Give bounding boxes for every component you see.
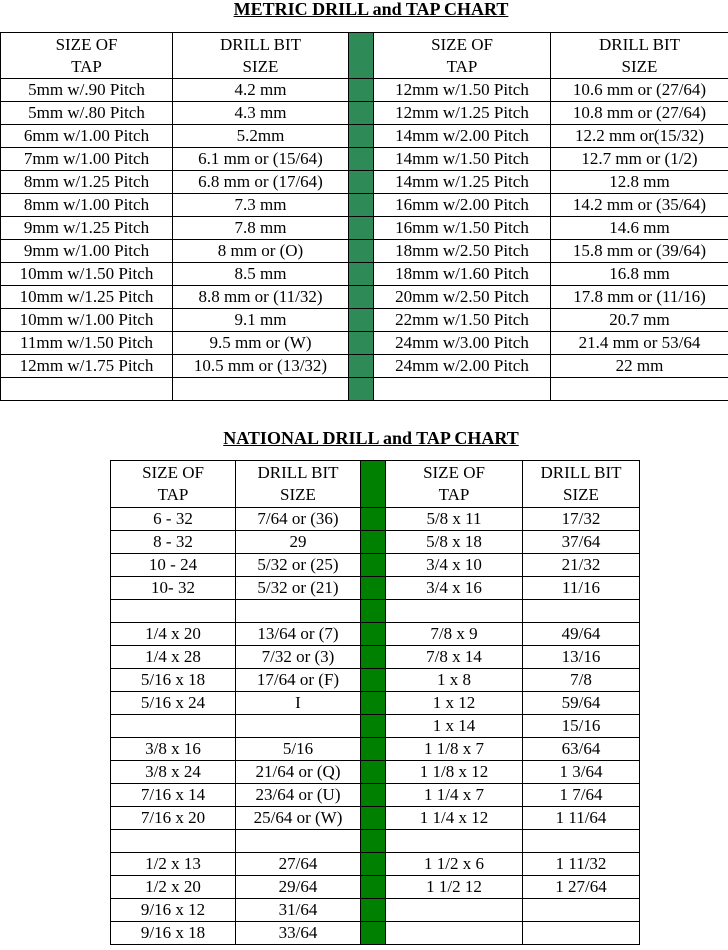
- national-drill-size-cell-2: 11/16: [523, 577, 640, 600]
- national-drill-size-cell-2: [523, 899, 640, 922]
- national-tap-size-cell: 7/16 x 14: [111, 784, 236, 807]
- metric-table-row: [1, 194, 728, 217]
- national-drill-size-cell: 31/64: [236, 899, 361, 922]
- national-green-divider: [361, 853, 386, 876]
- national-drill-size-cell: 23/64 or (U): [236, 784, 361, 807]
- national-tap-size-cell-2: 1 1/2 x 6: [386, 853, 523, 876]
- national-drill-tap-table: [110, 460, 640, 945]
- metric-header-tap-size-2: SIZE OF TAP: [374, 33, 551, 79]
- national-drill-size-cell: 33/64: [236, 922, 361, 945]
- metric-table-row: [1, 309, 728, 332]
- metric-drill-size-cell-2: 20.7 mm: [551, 309, 728, 332]
- metric-table-row: [1, 217, 728, 240]
- national-tap-size-cell: 3/8 x 16: [111, 738, 236, 761]
- national-green-divider: [361, 646, 386, 669]
- national-green-divider: [361, 508, 386, 531]
- national-drill-size-cell: 5/32 or (21): [236, 577, 361, 600]
- metric-drill-size-cell-2: 10.6 mm or (27/64): [551, 79, 728, 102]
- national-drill-size-cell-2: 1 11/32: [523, 853, 640, 876]
- national-green-divider: [361, 899, 386, 922]
- metric-tap-size-cell: 8mm w/1.00 Pitch: [1, 194, 173, 217]
- national-drill-size-cell-2: [523, 600, 640, 623]
- national-table-row: [111, 830, 640, 853]
- metric-green-divider: [349, 332, 374, 355]
- national-tap-size-cell-2: 5/8 x 11: [386, 508, 523, 531]
- national-table-row: [111, 853, 640, 876]
- metric-tap-size-cell: 9mm w/1.25 Pitch: [1, 217, 173, 240]
- national-table-row: [111, 807, 640, 830]
- national-table-row: [111, 738, 640, 761]
- national-drill-size-cell: 21/64 or (Q): [236, 761, 361, 784]
- metric-table-body: [1, 33, 728, 401]
- national-drill-size-cell-2: 63/64: [523, 738, 640, 761]
- national-green-divider: [361, 715, 386, 738]
- national-tap-size-cell: 9/16 x 18: [111, 922, 236, 945]
- metric-tap-size-cell: 10mm w/1.00 Pitch: [1, 309, 173, 332]
- national-tap-size-cell: 5/16 x 18: [111, 669, 236, 692]
- national-tap-size-cell: 6 - 32: [111, 508, 236, 531]
- national-green-divider: [361, 554, 386, 577]
- metric-tap-size-cell-2: 18mm w/2.50 Pitch: [374, 240, 551, 263]
- national-green-divider: [361, 784, 386, 807]
- metric-drill-size-cell: 7.8 mm: [173, 217, 349, 240]
- metric-table-row: [1, 332, 728, 355]
- metric-drill-size-cell-2: 15.8 mm or (39/64): [551, 240, 728, 263]
- metric-drill-size-cell: 8 mm or (O): [173, 240, 349, 263]
- national-drill-size-cell-2: 1 7/64: [523, 784, 640, 807]
- national-tap-size-cell-2: 7/8 x 9: [386, 623, 523, 646]
- metric-green-divider: [349, 194, 374, 217]
- metric-chart-title: METRIC DRILL and TAP CHART: [233, 0, 509, 19]
- national-drill-size-cell-2: 17/32: [523, 508, 640, 531]
- metric-green-divider: [349, 148, 374, 171]
- metric-green-divider: [349, 263, 374, 286]
- national-drill-size-cell: 7/64 or (36): [236, 508, 361, 531]
- national-drill-size-cell: 5/32 or (25): [236, 554, 361, 577]
- metric-tap-size-cell-2: 12mm w/1.50 Pitch: [374, 79, 551, 102]
- national-drill-size-cell: 5/16: [236, 738, 361, 761]
- metric-green-divider: [349, 33, 374, 79]
- metric-table-row: [1, 240, 728, 263]
- metric-tap-size-cell: 7mm w/1.00 Pitch: [1, 148, 173, 171]
- national-green-divider: [361, 738, 386, 761]
- national-tap-size-cell: 3/8 x 24: [111, 761, 236, 784]
- metric-table-row: [1, 263, 728, 286]
- metric-drill-size-cell: 8.5 mm: [173, 263, 349, 286]
- national-tap-size-cell: 7/16 x 20: [111, 807, 236, 830]
- metric-green-divider: [349, 240, 374, 263]
- metric-green-divider: [349, 79, 374, 102]
- national-green-divider: [361, 531, 386, 554]
- national-drill-size-cell-2: [523, 922, 640, 945]
- metric-drill-size-cell: 7.3 mm: [173, 194, 349, 217]
- national-table-row: [111, 922, 640, 945]
- national-green-divider: [361, 876, 386, 899]
- metric-tap-size-cell: 5mm w/.80 Pitch: [1, 102, 173, 125]
- metric-green-divider: [349, 286, 374, 309]
- national-chart-title: NATIONAL DRILL and TAP CHART: [223, 428, 519, 448]
- national-green-divider: [361, 623, 386, 646]
- national-drill-size-cell-2: 49/64: [523, 623, 640, 646]
- metric-tap-size-cell: 9mm w/1.00 Pitch: [1, 240, 173, 263]
- metric-table-row: [1, 378, 728, 401]
- metric-table-row: [1, 102, 728, 125]
- metric-tap-size-cell-2: 24mm w/3.00 Pitch: [374, 332, 551, 355]
- national-tap-size-cell: 1/4 x 28: [111, 646, 236, 669]
- national-tap-size-cell-2: 1 1/8 x 7: [386, 738, 523, 761]
- national-drill-size-cell-2: [523, 830, 640, 853]
- national-tap-size-cell-2: 5/8 x 18: [386, 531, 523, 554]
- metric-table-row: [1, 355, 728, 378]
- national-drill-size-cell-2: 1 3/64: [523, 761, 640, 784]
- national-green-divider: [361, 692, 386, 715]
- national-drill-size-cell: I: [236, 692, 361, 715]
- national-tap-size-cell: 1/4 x 20: [111, 623, 236, 646]
- national-tap-size-cell-2: [386, 922, 523, 945]
- national-table-body: [111, 461, 640, 945]
- metric-tap-size-cell-2: 24mm w/2.00 Pitch: [374, 355, 551, 378]
- national-tap-size-cell-2: 3/4 x 10: [386, 554, 523, 577]
- metric-tap-size-cell-2: 16mm w/1.50 Pitch: [374, 217, 551, 240]
- national-drill-size-cell: 13/64 or (7): [236, 623, 361, 646]
- national-drill-size-cell: 25/64 or (W): [236, 807, 361, 830]
- metric-header-drill-size-2: DRILL BIT SIZE: [551, 33, 728, 79]
- metric-drill-size-cell-2: 14.2 mm or (35/64): [551, 194, 728, 217]
- national-table-row: [111, 577, 640, 600]
- metric-header-tap-size: SIZE OF TAP: [1, 33, 173, 79]
- metric-tap-size-cell-2: 20mm w/2.50 Pitch: [374, 286, 551, 309]
- metric-table-row: [1, 286, 728, 309]
- metric-drill-size-cell-2: 12.2 mm or(15/32): [551, 125, 728, 148]
- metric-tap-size-cell-2: 12mm w/1.25 Pitch: [374, 102, 551, 125]
- national-drill-size-cell-2: 7/8: [523, 669, 640, 692]
- metric-tap-size-cell: 10mm w/1.25 Pitch: [1, 286, 173, 309]
- national-header-drill-size: DRILL BIT SIZE: [236, 461, 361, 508]
- national-drill-size-cell-2: 37/64: [523, 531, 640, 554]
- metric-tap-size-cell: 5mm w/.90 Pitch: [1, 79, 173, 102]
- metric-tap-size-cell: [1, 378, 173, 401]
- national-table-row: [111, 554, 640, 577]
- national-drill-size-cell-2: 13/16: [523, 646, 640, 669]
- metric-tap-size-cell: 11mm w/1.50 Pitch: [1, 332, 173, 355]
- national-green-divider: [361, 461, 386, 508]
- national-tap-size-cell: [111, 715, 236, 738]
- national-drill-size-cell: 29: [236, 531, 361, 554]
- national-tap-size-cell: 1/2 x 13: [111, 853, 236, 876]
- national-green-divider: [361, 807, 386, 830]
- metric-drill-size-cell-2: 22 mm: [551, 355, 728, 378]
- national-header-drill-size-2: DRILL BIT SIZE: [523, 461, 640, 508]
- metric-tap-size-cell-2: 14mm w/1.25 Pitch: [374, 171, 551, 194]
- metric-drill-size-cell: 10.5 mm or (13/32): [173, 355, 349, 378]
- metric-green-divider: [349, 378, 374, 401]
- metric-green-divider: [349, 217, 374, 240]
- national-header-tap-size-2: SIZE OF TAP: [386, 461, 523, 508]
- metric-tap-size-cell-2: 16mm w/2.00 Pitch: [374, 194, 551, 217]
- national-drill-size-cell: [236, 715, 361, 738]
- metric-tap-size-cell-2: 22mm w/1.50 Pitch: [374, 309, 551, 332]
- metric-green-divider: [349, 355, 374, 378]
- national-tap-size-cell-2: 7/8 x 14: [386, 646, 523, 669]
- national-tap-size-cell-2: 1 x 12: [386, 692, 523, 715]
- metric-table-row: [1, 148, 728, 171]
- national-drill-size-cell: [236, 830, 361, 853]
- metric-header-drill-size: DRILL BIT SIZE: [173, 33, 349, 79]
- metric-tap-size-cell-2: 14mm w/1.50 Pitch: [374, 148, 551, 171]
- metric-header-row: [1, 33, 728, 79]
- national-green-divider: [361, 669, 386, 692]
- metric-tap-size-cell-2: 18mm w/1.60 Pitch: [374, 263, 551, 286]
- national-table-row: [111, 715, 640, 738]
- national-table-row: [111, 508, 640, 531]
- metric-drill-size-cell-2: 21.4 mm or 53/64: [551, 332, 728, 355]
- national-tap-size-cell-2: 1 1/4 x 7: [386, 784, 523, 807]
- metric-green-divider: [349, 309, 374, 332]
- metric-drill-size-cell: 9.5 mm or (W): [173, 332, 349, 355]
- national-tap-size-cell: 1/2 x 20: [111, 876, 236, 899]
- metric-drill-tap-table: [0, 32, 728, 401]
- national-tap-size-cell-2: 1 1/4 x 12: [386, 807, 523, 830]
- metric-green-divider: [349, 125, 374, 148]
- national-header-row: [111, 461, 640, 508]
- national-tap-size-cell-2: 3/4 x 16: [386, 577, 523, 600]
- national-table-row: [111, 692, 640, 715]
- national-tap-size-cell: 10 - 24: [111, 554, 236, 577]
- national-tap-size-cell: 9/16 x 12: [111, 899, 236, 922]
- national-tap-size-cell-2: [386, 899, 523, 922]
- metric-drill-size-cell-2: 12.7 mm or (1/2): [551, 148, 728, 171]
- national-drill-size-cell-2: 59/64: [523, 692, 640, 715]
- metric-table-row: [1, 125, 728, 148]
- national-drill-size-cell-2: 1 27/64: [523, 876, 640, 899]
- national-drill-size-cell-2: 15/16: [523, 715, 640, 738]
- national-green-divider: [361, 577, 386, 600]
- national-drill-size-cell: 7/32 or (3): [236, 646, 361, 669]
- national-drill-size-cell-2: 21/32: [523, 554, 640, 577]
- national-tap-size-cell-2: [386, 830, 523, 853]
- metric-tap-size-cell: 8mm w/1.25 Pitch: [1, 171, 173, 194]
- national-tap-size-cell-2: 1 1/2 12: [386, 876, 523, 899]
- metric-drill-size-cell-2: 16.8 mm: [551, 263, 728, 286]
- metric-tap-size-cell: 12mm w/1.75 Pitch: [1, 355, 173, 378]
- national-tap-size-cell-2: 1 x 14: [386, 715, 523, 738]
- metric-drill-size-cell: 6.1 mm or (15/64): [173, 148, 349, 171]
- national-table-row: [111, 761, 640, 784]
- metric-drill-size-cell: 4.3 mm: [173, 102, 349, 125]
- national-header-tap-size: SIZE OF TAP: [111, 461, 236, 508]
- national-drill-size-cell-2: 1 11/64: [523, 807, 640, 830]
- metric-green-divider: [349, 102, 374, 125]
- national-table-row: [111, 876, 640, 899]
- metric-drill-size-cell-2: [551, 378, 728, 401]
- metric-drill-size-cell: 5.2mm: [173, 125, 349, 148]
- metric-drill-size-cell-2: 10.8 mm or (27/64): [551, 102, 728, 125]
- metric-drill-size-cell-2: 14.6 mm: [551, 217, 728, 240]
- national-tap-size-cell: 5/16 x 24: [111, 692, 236, 715]
- metric-drill-size-cell: 9.1 mm: [173, 309, 349, 332]
- national-table-row: [111, 646, 640, 669]
- metric-tap-size-cell-2: 14mm w/2.00 Pitch: [374, 125, 551, 148]
- metric-drill-size-cell-2: 17.8 mm or (11/16): [551, 286, 728, 309]
- national-tap-size-cell-2: 1 1/8 x 12: [386, 761, 523, 784]
- national-green-divider: [361, 922, 386, 945]
- national-tap-size-cell: [111, 600, 236, 623]
- national-tap-size-cell: [111, 830, 236, 853]
- national-tap-size-cell-2: 1 x 8: [386, 669, 523, 692]
- national-table-row: [111, 899, 640, 922]
- metric-table-row: [1, 171, 728, 194]
- metric-tap-size-cell-2: [374, 378, 551, 401]
- national-drill-size-cell: 27/64: [236, 853, 361, 876]
- national-drill-size-cell: 29/64: [236, 876, 361, 899]
- national-drill-size-cell: [236, 600, 361, 623]
- national-green-divider: [361, 761, 386, 784]
- national-drill-size-cell: 17/64 or (F): [236, 669, 361, 692]
- metric-drill-size-cell: [173, 378, 349, 401]
- metric-tap-size-cell: 6mm w/1.00 Pitch: [1, 125, 173, 148]
- national-table-row: [111, 623, 640, 646]
- national-green-divider: [361, 830, 386, 853]
- metric-drill-size-cell: 4.2 mm: [173, 79, 349, 102]
- national-table-row: [111, 784, 640, 807]
- national-tap-size-cell: 8 - 32: [111, 531, 236, 554]
- national-table-row: [111, 600, 640, 623]
- national-table-row: [111, 531, 640, 554]
- metric-table-row: [1, 79, 728, 102]
- metric-drill-size-cell: 6.8 mm or (17/64): [173, 171, 349, 194]
- national-tap-size-cell: 10- 32: [111, 577, 236, 600]
- national-green-divider: [361, 600, 386, 623]
- national-table-row: [111, 669, 640, 692]
- metric-green-divider: [349, 171, 374, 194]
- metric-drill-size-cell: 8.8 mm or (11/32): [173, 286, 349, 309]
- national-tap-size-cell-2: [386, 600, 523, 623]
- metric-tap-size-cell: 10mm w/1.50 Pitch: [1, 263, 173, 286]
- metric-drill-size-cell-2: 12.8 mm: [551, 171, 728, 194]
